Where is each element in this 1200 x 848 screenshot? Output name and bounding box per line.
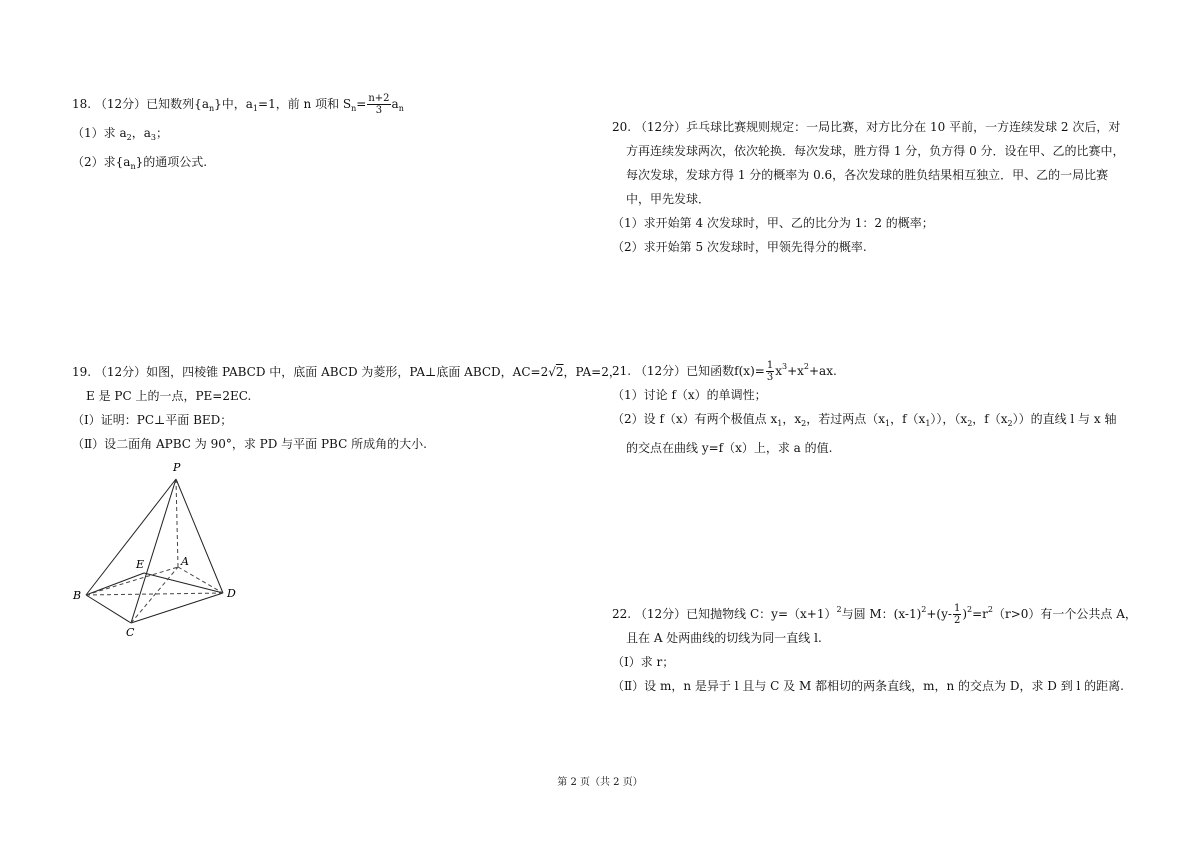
q20-line1: 20. （12分）乒乓球比赛规则规定：一局比赛，对方比分在 10 平前，一方连续发球 2 次后，对 [612, 120, 1121, 134]
q21-x3-sup: 3 [781, 362, 788, 371]
q18-prefix: 18. （12分）已知数列 [72, 97, 195, 111]
q20-part2: （2）求开始第 5 次发球时，甲领先得分的概率. [612, 240, 867, 254]
label-B: B [73, 589, 82, 602]
q18-mid1: 中，a [221, 97, 253, 111]
page-footer: 第 2 页（共 2 页） [557, 777, 643, 788]
q19-part2: （Ⅱ）设二面角 APBC 为 90°，求 PD 与平面 PBC 所成角的大小. [72, 437, 427, 451]
q21-p2-f: ，f（x [972, 412, 1008, 426]
q21-p2-b: ，x [782, 412, 802, 426]
an-sub: n [398, 104, 404, 113]
an-symbol: a [391, 97, 399, 111]
edge-PA [176, 479, 178, 567]
q19-stem-line1 [72, 360, 621, 384]
q21-x2: +x [787, 364, 804, 378]
q18-p1-c: ； [155, 126, 168, 140]
q22-part2: （Ⅱ）设 m，n 是异于 l 且与 C 及 M 都相切的两条直线，m，n 的交点为 D，求 D 到 l 的距离. [612, 679, 1124, 693]
q18-p2-a: （2）求 [72, 155, 116, 169]
q18-p1-sub3: 3 [150, 133, 156, 142]
label-P: P [173, 461, 181, 474]
q21-tail: +ax. [808, 364, 837, 378]
label-E: E [136, 558, 145, 571]
q21-part2-line2: 的交点在曲线 y=f（x）上，求 a 的值. [626, 441, 833, 455]
question-18 [72, 92, 404, 179]
brace-close: } [214, 97, 222, 111]
q21-frac-den: 3 [766, 372, 774, 383]
frac-den: 3 [375, 105, 383, 116]
sqrt-value: 2 [555, 365, 564, 379]
sqrt-sign: √ [548, 365, 556, 379]
q22-line1-b: 与圆 M： [841, 607, 894, 621]
label-A: A [181, 555, 189, 568]
q21-p2-s2: 2 [801, 419, 807, 428]
brace-open: { [115, 155, 124, 169]
edge-CD [131, 593, 223, 623]
q21-p2-s1: 1 [777, 419, 783, 428]
q18-stem [72, 92, 404, 121]
q22-circ-sup3: 2 [987, 605, 993, 614]
q18-fraction [367, 93, 390, 116]
sn-symbol: S [342, 97, 352, 111]
q18-p2-an: a [123, 155, 131, 169]
q22-sq: 2 [836, 605, 842, 614]
q20-part1: （1）求开始第 4 次发球时，甲、乙的比分为 1：2 的概率； [612, 216, 934, 230]
edge-BA [86, 567, 178, 595]
pyramid-figure [65, 455, 255, 640]
question-20 [612, 115, 1125, 259]
label-D: D [227, 587, 236, 600]
q21-frac-num: 1 [766, 360, 774, 371]
q18-p1-a: （1）求 a [72, 126, 127, 140]
q21-part2-line1 [612, 407, 1116, 436]
q22-line1-c: （r>0）有一个公共点 A， [993, 607, 1137, 621]
edge-BC [86, 595, 131, 623]
q21-p2-s4: 1 [925, 419, 931, 428]
brace-close: } [135, 155, 144, 169]
label-C: C [126, 626, 135, 639]
q22-stem-line2: 且在 A 处两曲线的切线为同一直线 l. [626, 631, 822, 645]
q18-p2-b: 的通项公式. [143, 155, 208, 169]
q18-part2 [72, 150, 404, 179]
q19-line1-a: 19. （12分）如图，四棱锥 PABCD 中，底面 ABCD 为菱形，PA⊥底面 ABCD，AC=2 [72, 365, 549, 379]
q18-mid2: =1，前 n 项和 [258, 97, 340, 111]
q21-p2-g: ））的直线 l 与 x 轴 [1012, 412, 1117, 426]
brace-open: { [194, 97, 202, 111]
edge-AD [178, 567, 223, 593]
q22-circ-sup1: 2 [921, 605, 927, 614]
q18-p1-b: ，a [131, 126, 151, 140]
q22-part1: （Ⅰ）求 r； [612, 655, 675, 669]
sn-sub: n [351, 104, 357, 113]
q20-line3: 每次发球，发球方得 1 分的概率为 0.6，各次发球的胜负结果相互独立．甲、乙的一局比赛 [626, 168, 1109, 182]
a1-sub: 1 [252, 104, 259, 113]
q22-circ-c: ) [962, 607, 968, 621]
q22-circ-sup2: 2 [967, 605, 973, 614]
question-19 [72, 360, 621, 456]
q21-x3: x [775, 364, 782, 378]
q21-p2-d: ，f（x [890, 412, 926, 426]
q21-x2-sup: 2 [803, 362, 809, 371]
q18-part1 [72, 121, 404, 150]
equals: = [356, 97, 367, 111]
q21-fraction [766, 360, 774, 383]
question-21 [612, 355, 1116, 460]
q19-part1: （Ⅰ）证明：PC⊥平面 BED； [72, 413, 233, 427]
q22-frac-num: 1 [953, 603, 961, 614]
seq-sub: n [208, 104, 215, 113]
q22-fraction [953, 603, 961, 626]
edge-PC [131, 479, 176, 623]
q19-line1-b: ，PA=2， [563, 365, 621, 379]
edge-PD [176, 479, 223, 593]
q21-p2-s5: 2 [967, 419, 973, 428]
q21-p2-a: （2）设 f（x）有两个极值点 x [612, 412, 778, 426]
q18-p1-sub2: 2 [126, 133, 132, 142]
q22-circ-a: (x-1) [893, 607, 922, 621]
q21-line1-a: 21. （12分）已知函数 [612, 364, 735, 378]
q22-stem-line1 [612, 598, 1137, 626]
seq-a: a [201, 97, 209, 111]
frac-num: n+2 [368, 93, 390, 104]
q21-p2-e: ）），（x [930, 412, 968, 426]
q21-stem [612, 355, 1116, 383]
q22-frac-den: 2 [953, 615, 961, 626]
question-22 [612, 598, 1137, 698]
q20-line2: 方再连续发球两次，依次轮换．每次发球，胜方得 1 分，负方得 0 分．设在甲、乙的比赛中， [626, 144, 1125, 158]
q21-p2-s3: 1 [885, 419, 891, 428]
edge-ED [144, 573, 223, 593]
q21-p2-c: ，若过两点（x [806, 412, 885, 426]
q22-circ-d: =r [972, 607, 988, 621]
q22-circ-b: +(y- [926, 607, 952, 621]
q21-part1: （1）讨论 f（x）的单调性； [612, 388, 767, 402]
q19-stem-line2: E 是 PC 上的一点，PE=2EC. [86, 389, 252, 403]
q22-line1-a: 22. （12分）已知抛物线 C：y=（x+1） [612, 607, 837, 621]
q21-p2-s6: 2 [1007, 419, 1013, 428]
q20-line4: 中，甲先发球． [626, 192, 711, 206]
q18-p2-sub: n [130, 162, 136, 171]
q21-fx: f(x)= [734, 364, 765, 378]
